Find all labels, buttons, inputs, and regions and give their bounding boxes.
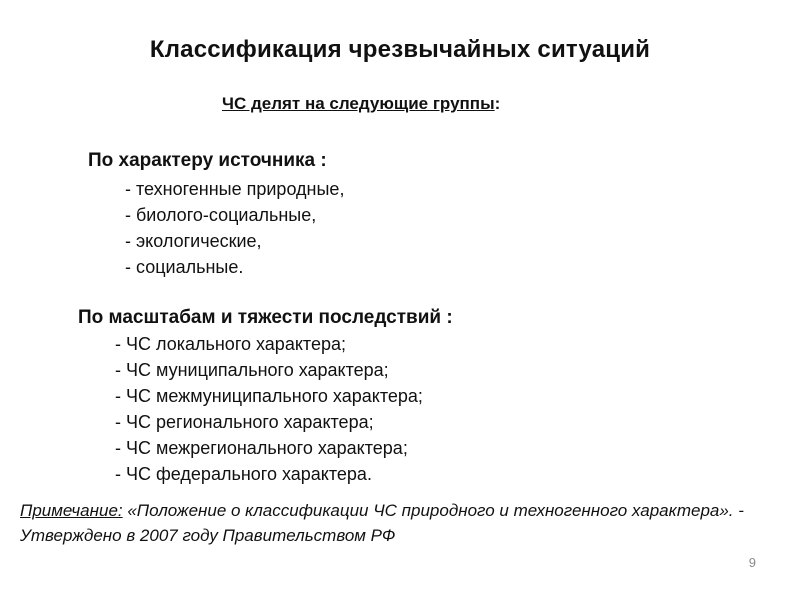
- subtitle-colon: :: [494, 94, 501, 113]
- group-list-scale: [115, 331, 423, 487]
- group-heading-scale: По масштабам и тяжести последствий :: [78, 307, 453, 328]
- list-item: - ЧС локального характера;: [115, 334, 346, 354]
- list-item: - техногенные природные,: [125, 179, 345, 199]
- list-item: - ЧС межрегионального характера;: [115, 438, 408, 458]
- list-item: - ЧС регионального характера;: [115, 412, 374, 432]
- list-item: - ЧС муниципального характера;: [115, 360, 389, 380]
- list-item: - экологические,: [125, 231, 262, 251]
- slide-subtitle: [222, 94, 500, 114]
- list-item: - ЧС межмуниципального характера;: [115, 386, 423, 406]
- footnote-label: Примечание:: [20, 501, 123, 520]
- subtitle-text: ЧС делят на следующие группы: [222, 94, 495, 113]
- footnote-text: «Положение о классификации ЧС природного и техногенного характера». - Утверждено в 2007 году Правительством РФ: [20, 501, 744, 545]
- list-item: - биолого-социальные,: [125, 205, 317, 225]
- list-item: - социальные.: [125, 257, 244, 277]
- page-number: 9: [748, 555, 756, 570]
- list-item: - ЧС федерального характера.: [115, 464, 372, 484]
- footnote: [20, 498, 760, 548]
- slide-title: Классификация чрезвычайных ситуаций: [149, 36, 651, 63]
- group-heading-source: По характеру источника :: [88, 150, 327, 171]
- group-list-source: [125, 176, 344, 280]
